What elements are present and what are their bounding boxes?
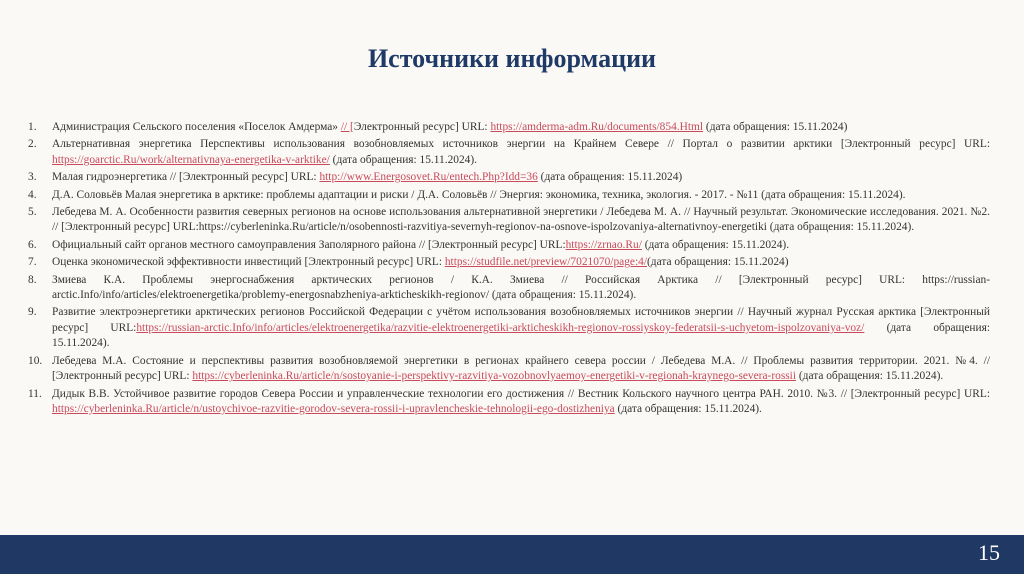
reference-text: (дата обращения: 15.11.2024)	[537, 171, 683, 184]
reference-number: 11.	[28, 387, 42, 400]
reference-item	[28, 255, 990, 270]
reference-item	[28, 305, 990, 351]
page-title: Источники информации	[367, 44, 657, 73]
reference-list	[28, 120, 990, 419]
reference-item	[28, 170, 990, 185]
reference-number: 2.	[28, 138, 37, 151]
reference-link[interactable]: https://cyberleninka.Ru/article/n/sostoyanie-i-perspektivy-razvitiya-vozobnovlyaemoy-energetiki-v-regionah-kraynego-severa-rossii	[192, 370, 797, 383]
reference-item	[28, 137, 990, 168]
reference-number: 7.	[28, 256, 37, 269]
reference-text: Альтернативная энергетика Перспективы использования возобновляемых источников энергии на Крайнем Севере // Портал о развитии арктики [Электронный ресурс] URL:	[52, 138, 990, 151]
reference-text: (дата обращения: 15.11.2024).	[614, 402, 762, 415]
reference-item	[28, 238, 990, 253]
reference-link[interactable]: https://studfile.net/preview/7021070/page:4/	[444, 256, 647, 269]
reference-text: (дата обращения: 15.11.2024)	[647, 256, 789, 269]
reference-item	[28, 188, 990, 203]
reference-link[interactable]: https://zrnao.Ru/	[565, 238, 642, 251]
reference-number: 4.	[28, 188, 37, 201]
reference-text: Администрация Сельского поселения «Поселок Амдерма»	[52, 121, 341, 133]
reference-text: (дата обращения: 15.11.2024).	[52, 321, 990, 350]
reference-text: (дата обращения: 15.11.2024).	[329, 153, 478, 166]
reference-text: Дидык В.В. Устойчивое развитие городов Севера России и управленческие технологии его достижения // Вестник Кольского научного центра РАН. 2010. №3. // [Электронный ресурс] URL:	[52, 387, 990, 400]
reference-text: Развитие электроэнергетики арктических регионов Российской Федерации с учётом использования возобновляемых источников энергии // Научный журнал Русская арктика [Электронный ресурс] URL:	[52, 306, 990, 334]
reference-number: 10.	[28, 354, 43, 367]
reference-item	[28, 273, 990, 304]
reference-link[interactable]: https://amderma-adm.Ru/documents/854.Html	[490, 121, 704, 133]
reference-link[interactable]: http://www.Energosovet.Ru/entech.Php?Idd=36	[319, 171, 538, 184]
reference-text: Змиева К.А. Проблемы энергоснабжения арктических регионов / К.А. Змиева // Российская Арктика // [Электронный ресурс] URL: https://russian-arctic.Info/info/articles/elektroenergetika/problemy-energosnabzheniya-arkticheskikh-regionov/ (дата обращения: 15.11.2024).	[52, 273, 990, 302]
reference-text: Лебедева М. А. Особенности развития северных регионов на основе использования альтернативной энергетики / Лебедева М. А. // Научный результат. Экономические исследования. 2021. №2. // [Электронный ресурс] URL:https://cyberleninka.Ru/article/n/osobennosti-razvitiya-severnyh-regionov-na-osnove-ispolzovaniya-alternativnoy-energetiki (дата обращения: 15.11.2024).	[52, 206, 990, 234]
reference-item	[28, 387, 990, 418]
reference-text: Электронный ресурс] URL:	[353, 121, 491, 133]
reference-number: 5.	[28, 206, 37, 219]
reference-text: Д.А. Соловьёв Малая энергетика в арктике: проблемы адаптации и риски / Д.А. Соловьёв // Энергия: экономика, техника, экология. - 2017. - №11 (дата обращения: 15.11.2024).	[52, 188, 906, 201]
reference-text: Оценка экономической эффективности инвестиций [Электронный ресурс] URL:	[52, 256, 445, 269]
reference-text: (дата обращения: 15.11.2024).	[796, 370, 944, 383]
reference-item	[28, 120, 990, 135]
reference-item	[28, 205, 990, 236]
reference-number: 1.	[28, 121, 37, 133]
reference-link[interactable]: // [	[340, 121, 354, 133]
reference-link[interactable]: https://russian-arctic.Info/info/articles/elektroenergetika/razvitie-elektroenergetiki-arkticheskikh-regionov-rossiyskoy-federatsii-s-uchyetom-ispolzovaniya-voz/	[136, 321, 865, 334]
reference-text: (дата обращения: 15.11.2024)	[703, 121, 848, 133]
reference-text: Официальный сайт органов местного самоуправления Заполярного района // [Электронный ресурс] URL:	[52, 238, 566, 251]
reference-link[interactable]: https://cyberleninka.Ru/article/n/ustoychivoe-razvitie-gorodov-severa-rossii-i-upravlencheskie-tehnologii-ego-dostizheniya	[52, 402, 615, 415]
reference-text: Малая гидроэнергетика // [Электронный ресурс] URL:	[52, 171, 320, 184]
reference-number: 9.	[28, 306, 37, 319]
reference-item	[28, 354, 990, 385]
reference-link[interactable]: https://goarctic.Ru/work/alternativnaya-energetika-v-arktike/	[52, 153, 330, 166]
page-number: 15	[978, 540, 1000, 565]
reference-text: (дата обращения: 15.11.2024).	[641, 238, 790, 251]
reference-text: Лебедева М.А. Состояние и перспективы развития возобновляемой энергетики в регионах крайнего севера россии / Лебедева М.А. // Проблемы развития территории. 2021. №4. // [Электронный ресурс] URL:	[52, 354, 990, 383]
reference-number: 6.	[28, 238, 37, 251]
footer-bar	[0, 535, 1024, 574]
reference-number: 3.	[28, 171, 37, 184]
reference-number: 8.	[28, 273, 37, 286]
